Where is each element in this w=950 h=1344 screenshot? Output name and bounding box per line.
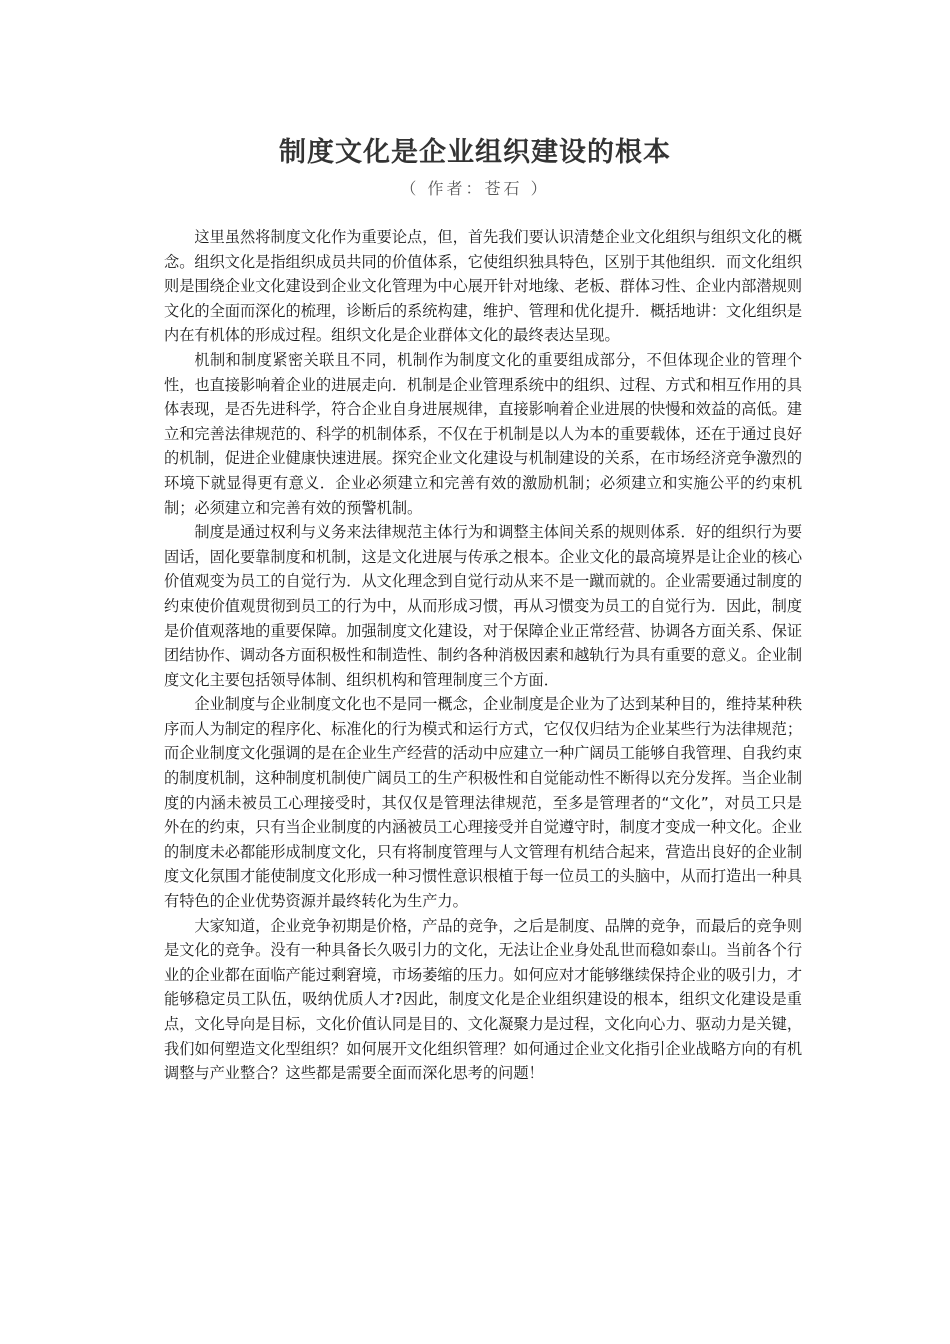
document-author: （ 作者：苍石 ） bbox=[400, 179, 550, 198]
paragraph: 机制和制度紧密关联且不同，机制作为制度文化的重要组成部分，不但体现企业的管理个性，也直接影响着企业的进展走向．机制是企业管理系统中的组织、过程、方式和相互作用的具体表现，是否先进科学，符合企业自身进展规律，直接影响着企业进展的快慢和效益的高低。建立和完善法律规范的、科学的机制体系，不仅在于机制是以人为本的重要载体，还在于通过良好的机制，促进企业健康快速进展。探究企业文化建设与机制建设的关系，在市场经济竞争激烈的环境下就显得更有意义．企业必须建立和完善有效的激励机制；必须建立和实施公平的约束机制；必须建立和完善有效的预警机制。 bbox=[164, 350, 802, 517]
document-body bbox=[164, 225, 802, 1086]
paragraph: 制度是通过权利与义务来法律规范主体行为和调整主体间关系的规则体系．好的组织行为要固话，固化要靠制度和机制，这是文化进展与传承之根本。企业文化的最高境界是让企业的核心价值观变为员工的自觉行为．从文化理念到自觉行动从来不是一蹴而就的。企业需要通过制度的约束使价值观贯彻到员工的行为中，从而形成习惯，再从习惯变为员工的自觉行为．因此，制度是价值观落地的重要保障。加强制度文化建设，对于保障企业正常经营、协调各方面关系、保证团结协作、调动各方面积极性和制造性、制约各种消极因素和越轨行为具有重要的意义。企业制度文化主要包括领导体制、组织机构和管理制度三个方面． bbox=[164, 523, 802, 689]
document-title: 制度文化是企业组织建设的根本 bbox=[279, 137, 671, 168]
paragraph: 企业制度与企业制度文化也不是同一概念，企业制度是企业为了达到某种目的，维持某种秩序而人为制定的程序化、标准化的行为模式和运行方式，它仅仅归结为企业某些行为法律规范；而企业制度文化强调的是在企业生产经营的活动中应建立一种广阔员工能够自我管理、自我约束的制度机制，这种制度机制使广阔员工的生产积极性和自觉能动性不断得以充分发挥。当企业制度的内涵未被员工心理接受时，其仅仅是管理法律规范，至多是管理者的“文化”，对员工只是外在的约束，只有当企业制度的内涵被员工心理接受并自觉遵守时，制度才变成一种文化。企业的制度未必都能形成制度文化，只有将制度管理与人文管理有机结合起来，营造出良好的企业制度文化氛围才能使制度文化形成一种习惯性意识根植于每一位员工的头脑中，从而打造出一种具有特色的企业优势资源并最终转化为生产力。 bbox=[164, 695, 802, 911]
paragraph: 大家知道，企业竞争初期是价格，产品的竞争，之后是制度、品牌的竞争，而最后的竞争则是文化的竞争。没有一种具备长久吸引力的文化，无法让企业身处乱世而稳如泰山。当前各个行业的企业都在面临产能过剩窘境，市场萎缩的压力。如何应对才能够继续保持企业的吸引力，才能够稳定员工队伍，吸纳优质人才?因此，制度文化是企业组织建设的根本，组织文化建设是重点，文化导向是目标，文化价值认同是目的、文化凝聚力是过程，文化向心力、驱动力是关键，我们如何塑造文化型组织？如何展开文化组织管理？如何通过企业文化指引企业战略方向的有机调整与产业整合？这些都是需要全面而深化思考的问题！ bbox=[164, 916, 802, 1083]
paragraph: 这里虽然将制度文化作为重要论点，但，首先我们要认识清楚企业文化组织与组织文化的概念。组织文化是指组织成员共同的价值体系，它使组织独具特色，区别于其他组织．而文化组织则是围绕企业文化建设到企业文化管理为中心展开针对地缘、老板、群体习性、企业内部潜规则文化的全面而深化的梳理，诊断后的系统构建，维护、管理和优化提升．概括地讲：文化组织是内在有机体的形成过程。组织文化是企业群体文化的最终表达呈现。 bbox=[164, 228, 802, 345]
